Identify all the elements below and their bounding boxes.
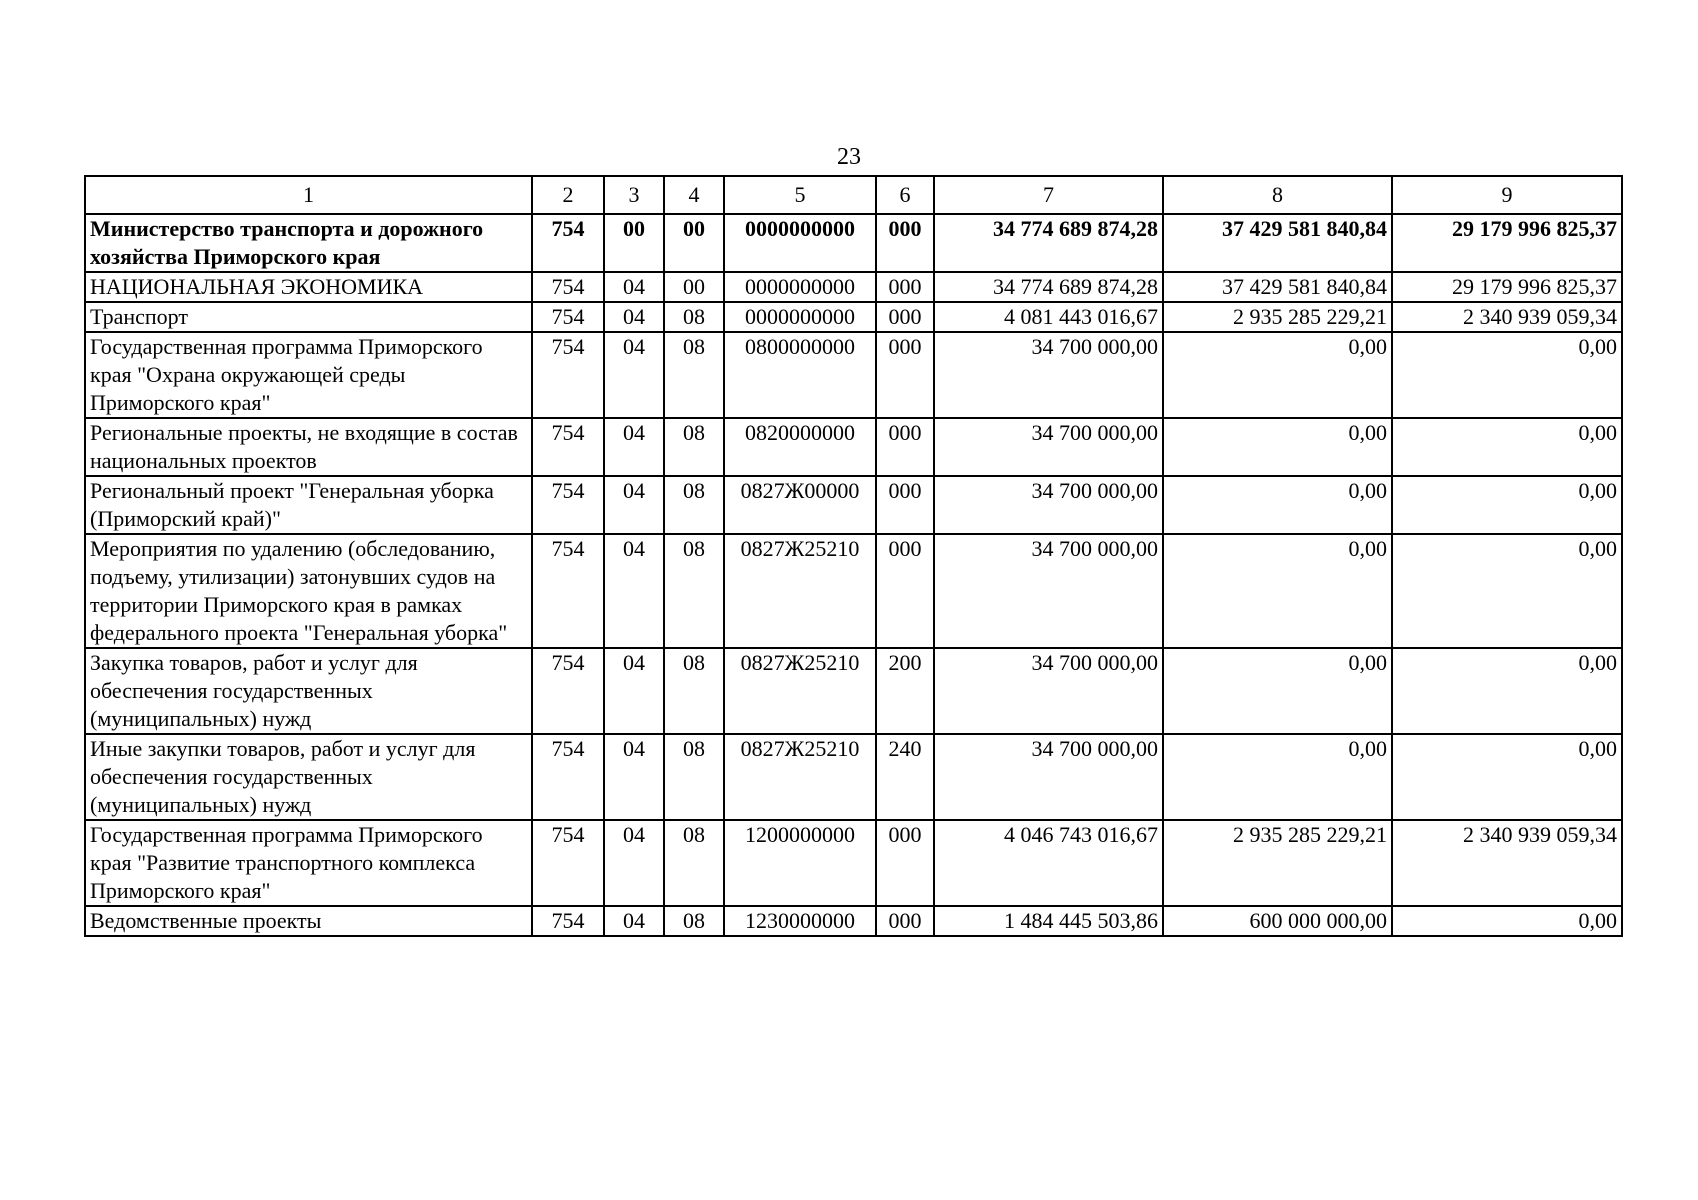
code-cell: 754 [532,302,604,332]
amount-cell: 0,00 [1392,734,1622,820]
row-name-cell: Иные закупки товаров, работ и услуг для обеспечения государственных (муниципальных) нужд [85,734,532,820]
table-row [85,272,1622,302]
amount-cell: 0,00 [1392,418,1622,476]
code-cell: 08 [664,734,724,820]
header-cell: 7 [934,176,1163,214]
amount-cell: 37 429 581 840,84 [1163,272,1392,302]
code-cell: 754 [532,820,604,906]
row-name-cell: Региональные проекты, не входящие в состав национальных проектов [85,418,532,476]
amount-cell: 0,00 [1163,734,1392,820]
amount-cell: 34 700 000,00 [934,332,1163,418]
table-row [85,214,1622,272]
code-cell: 240 [876,734,934,820]
row-name-cell: Транспорт [85,302,532,332]
amount-cell: 0,00 [1163,534,1392,648]
amount-cell: 0,00 [1392,534,1622,648]
code-cell: 0827Ж00000 [724,476,876,534]
header-row [85,176,1622,214]
code-cell: 04 [604,820,664,906]
code-cell: 754 [532,418,604,476]
row-name-cell: Государственная программа Приморского края "Охрана окружающей среды Приморского края" [85,332,532,418]
page-number: 23 [837,144,861,170]
amount-cell: 600 000 000,00 [1163,906,1392,936]
code-cell: 000 [876,272,934,302]
amount-cell: 34 700 000,00 [934,418,1163,476]
code-cell: 754 [532,534,604,648]
amount-cell: 34 700 000,00 [934,648,1163,734]
code-cell: 000 [876,302,934,332]
row-name-cell: Государственная программа Приморского края "Развитие транспортного комплекса Приморского края" [85,820,532,906]
code-cell: 04 [604,418,664,476]
amount-cell: 0,00 [1163,648,1392,734]
code-cell: 04 [604,332,664,418]
code-cell: 04 [604,906,664,936]
amount-cell: 2 340 939 059,34 [1392,302,1622,332]
amount-cell: 29 179 996 825,37 [1392,214,1622,272]
code-cell: 0000000000 [724,272,876,302]
header-cell: 5 [724,176,876,214]
amount-cell: 34 774 689 874,28 [934,272,1163,302]
amount-cell: 0,00 [1392,906,1622,936]
amount-cell: 2 935 285 229,21 [1163,302,1392,332]
code-cell: 08 [664,418,724,476]
code-cell: 1200000000 [724,820,876,906]
code-cell: 00 [604,214,664,272]
code-cell: 04 [604,476,664,534]
code-cell: 08 [664,476,724,534]
header-cell: 8 [1163,176,1392,214]
code-cell: 0800000000 [724,332,876,418]
amount-cell: 2 935 285 229,21 [1163,820,1392,906]
header-cell: 1 [85,176,532,214]
amount-cell: 0,00 [1392,332,1622,418]
code-cell: 754 [532,734,604,820]
amount-cell: 37 429 581 840,84 [1163,214,1392,272]
code-cell: 04 [604,302,664,332]
code-cell: 754 [532,906,604,936]
amount-cell: 2 340 939 059,34 [1392,820,1622,906]
amount-cell: 34 700 000,00 [934,534,1163,648]
code-cell: 000 [876,534,934,648]
code-cell: 08 [664,332,724,418]
amount-cell: 34 700 000,00 [934,734,1163,820]
table-row [85,476,1622,534]
amount-cell: 0,00 [1392,476,1622,534]
table-row [85,332,1622,418]
header-cell: 6 [876,176,934,214]
code-cell: 0000000000 [724,214,876,272]
row-name-cell: Мероприятия по удалению (обследованию, подъему, утилизации) затонувших судов на территории Приморского края в рамках федерального проекта "Генеральная уборка" [85,534,532,648]
code-cell: 754 [532,214,604,272]
code-cell: 04 [604,534,664,648]
code-cell: 08 [664,820,724,906]
row-name-cell: Закупка товаров, работ и услуг для обеспечения государственных (муниципальных) нужд [85,648,532,734]
code-cell: 0000000000 [724,302,876,332]
amount-cell: 34 700 000,00 [934,476,1163,534]
row-name-cell: Ведомственные проекты [85,906,532,936]
row-name-cell: Министерство транспорта и дорожного хозяйства Приморского края [85,214,532,272]
code-cell: 200 [876,648,934,734]
code-cell: 04 [604,734,664,820]
code-cell: 00 [664,272,724,302]
code-cell: 000 [876,418,934,476]
code-cell: 00 [664,214,724,272]
amount-cell: 29 179 996 825,37 [1392,272,1622,302]
table-body [85,214,1622,936]
code-cell: 04 [604,272,664,302]
amount-cell: 4 046 743 016,67 [934,820,1163,906]
code-cell: 0827Ж25210 [724,534,876,648]
code-cell: 000 [876,476,934,534]
code-cell: 0820000000 [724,418,876,476]
row-name-cell: НАЦИОНАЛЬНАЯ ЭКОНОМИКА [85,272,532,302]
code-cell: 08 [664,906,724,936]
code-cell: 754 [532,476,604,534]
code-cell: 08 [664,534,724,648]
table-row [85,734,1622,820]
header-cell: 4 [664,176,724,214]
code-cell: 754 [532,332,604,418]
amount-cell: 0,00 [1392,648,1622,734]
budget-table [84,175,1623,937]
code-cell: 0827Ж25210 [724,734,876,820]
row-name-cell: Региональный проект "Генеральная уборка (Приморский край)" [85,476,532,534]
amount-cell: 0,00 [1163,418,1392,476]
amount-cell: 34 774 689 874,28 [934,214,1163,272]
amount-cell: 0,00 [1163,332,1392,418]
table-row [85,418,1622,476]
code-cell: 08 [664,648,724,734]
code-cell: 000 [876,820,934,906]
amount-cell: 1 484 445 503,86 [934,906,1163,936]
table-row [85,820,1622,906]
code-cell: 1230000000 [724,906,876,936]
code-cell: 0827Ж25210 [724,648,876,734]
code-cell: 08 [664,302,724,332]
amount-cell: 0,00 [1163,476,1392,534]
table-row [85,302,1622,332]
table-row [85,648,1622,734]
code-cell: 754 [532,648,604,734]
code-cell: 754 [532,272,604,302]
code-cell: 000 [876,214,934,272]
code-cell: 000 [876,906,934,936]
amount-cell: 4 081 443 016,67 [934,302,1163,332]
table-row [85,534,1622,648]
header-cell: 2 [532,176,604,214]
code-cell: 000 [876,332,934,418]
table-row [85,906,1622,936]
header-cell: 3 [604,176,664,214]
header-cell: 9 [1392,176,1622,214]
code-cell: 04 [604,648,664,734]
